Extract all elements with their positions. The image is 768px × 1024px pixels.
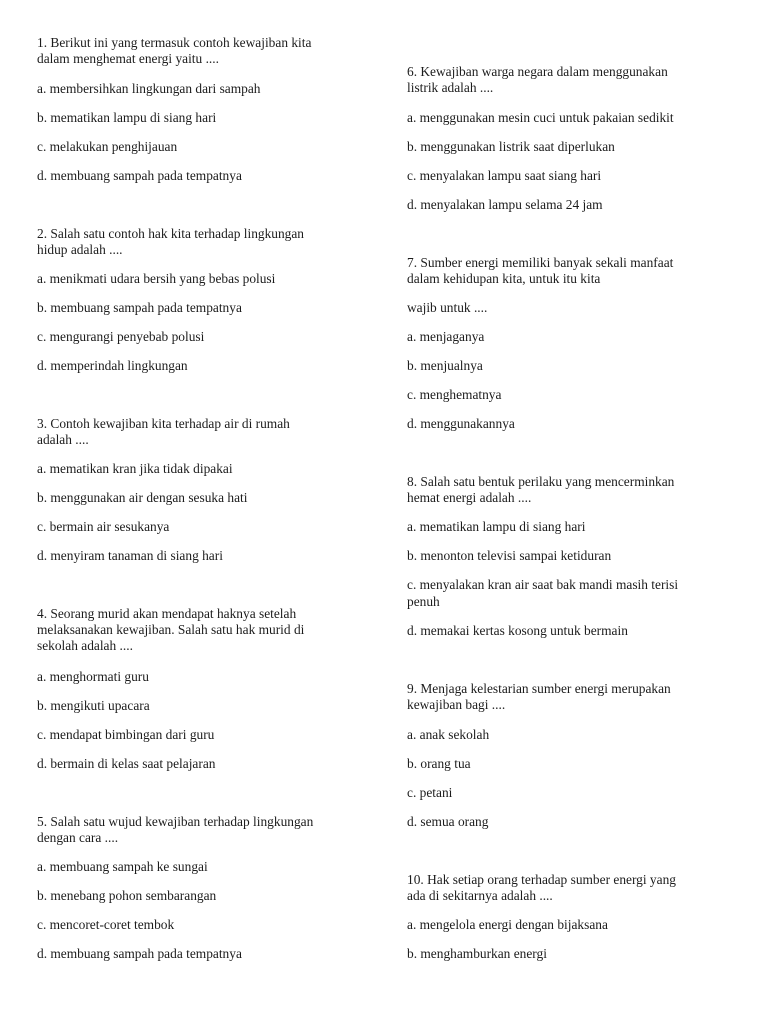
- option-a: a. anak sekolah: [407, 727, 490, 742]
- option-a: a. membuang sampah ke sungai: [37, 859, 208, 874]
- question-text: 7. Sumber energi memiliki banyak sekali manfaat: [407, 255, 674, 270]
- option-d: d. memakai kertas kosong untuk bermain: [407, 623, 628, 638]
- option-c: c. mencoret-coret tembok: [37, 917, 175, 932]
- question-text: dalam menghemat energi yaitu ....: [37, 51, 219, 66]
- option-d: d. bermain di kelas saat pelajaran: [37, 756, 216, 771]
- option-d: d. semua orang: [407, 814, 489, 829]
- question-text: 9. Menjaga kelestarian sumber energi merupakan: [407, 681, 671, 696]
- question-text: listrik adalah ....: [407, 80, 494, 95]
- option-d: d. memperindah lingkungan: [37, 358, 188, 373]
- option-c: c. menghematnya: [407, 387, 502, 402]
- option-c: c. menyalakan kran air saat bak mandi masih terisi: [407, 577, 679, 592]
- option-b: b. menjualnya: [407, 358, 483, 373]
- question-text: kewajiban bagi ....: [407, 697, 506, 712]
- option-d: d. menyalakan lampu selama 24 jam: [407, 197, 603, 212]
- option-d: d. menyiram tanaman di siang hari: [37, 548, 223, 563]
- question-text: wajib untuk ....: [407, 300, 488, 315]
- option-a: a. mengelola energi dengan bijaksana: [407, 917, 608, 932]
- question-text: hidup adalah ....: [37, 242, 123, 257]
- option-a: a. membersihkan lingkungan dari sampah: [37, 81, 261, 96]
- question-text: melaksanakan kewajiban. Salah satu hak murid di: [37, 622, 305, 637]
- question-text: 2. Salah satu contoh hak kita terhadap lingkungan: [37, 226, 305, 241]
- option-c-continued: penuh: [407, 594, 440, 609]
- option-b: b. membuang sampah pada tempatnya: [37, 300, 242, 315]
- option-c: c. petani: [407, 785, 453, 800]
- question-text: hemat energi adalah ....: [407, 490, 532, 505]
- question-text: 1. Berikut ini yang termasuk contoh kewajiban kita: [37, 35, 312, 50]
- option-a: a. menikmati udara bersih yang bebas polusi: [37, 271, 276, 286]
- option-c: c. melakukan penghijauan: [37, 139, 178, 154]
- option-c: c. bermain air sesukanya: [37, 519, 170, 534]
- option-a: a. menghormati guru: [37, 669, 149, 684]
- question-text: 8. Salah satu bentuk perilaku yang mencerminkan: [407, 474, 675, 489]
- option-a: a. mematikan kran jika tidak dipakai: [37, 461, 233, 476]
- question-text: dalam kehidupan kita, untuk itu kita: [407, 271, 601, 286]
- option-a: a. menggunakan mesin cuci untuk pakaian sedikit: [407, 110, 674, 125]
- option-c: c. menyalakan lampu saat siang hari: [407, 168, 602, 183]
- question-text: 5. Salah satu wujud kewajiban terhadap lingkungan: [37, 814, 314, 829]
- option-a: a. mematikan lampu di siang hari: [407, 519, 586, 534]
- option-b: b. orang tua: [407, 756, 471, 771]
- option-b: b. menonton televisi sampai ketiduran: [407, 548, 612, 563]
- question-text: dengan cara ....: [37, 830, 119, 845]
- option-b: b. menggunakan listrik saat diperlukan: [407, 139, 615, 154]
- question-text: 3. Contoh kewajiban kita terhadap air di rumah: [37, 416, 290, 431]
- option-b: b. mematikan lampu di siang hari: [37, 110, 217, 125]
- option-b: b. mengikuti upacara: [37, 698, 150, 713]
- question-text: adalah ....: [37, 432, 89, 447]
- option-d: d. menggunakannya: [407, 416, 515, 431]
- option-b: b. menggunakan air dengan sesuka hati: [37, 490, 248, 505]
- option-d: d. membuang sampah pada tempatnya: [37, 946, 242, 961]
- question-text: ada di sekitarnya adalah ....: [407, 888, 553, 903]
- option-c: c. mengurangi penyebab polusi: [37, 329, 205, 344]
- question-text: 10. Hak setiap orang terhadap sumber energi yang: [407, 872, 676, 887]
- option-b: b. menebang pohon sembarangan: [37, 888, 217, 903]
- option-d: d. membuang sampah pada tempatnya: [37, 168, 242, 183]
- option-c: c. mendapat bimbingan dari guru: [37, 727, 215, 742]
- question-text: sekolah adalah ....: [37, 638, 133, 653]
- option-a: a. menjaganya: [407, 329, 485, 344]
- option-b: b. menghamburkan energi: [407, 946, 547, 961]
- question-text: 6. Kewajiban warga negara dalam menggunakan: [407, 64, 668, 79]
- question-text: 4. Seorang murid akan mendapat haknya setelah: [37, 606, 297, 621]
